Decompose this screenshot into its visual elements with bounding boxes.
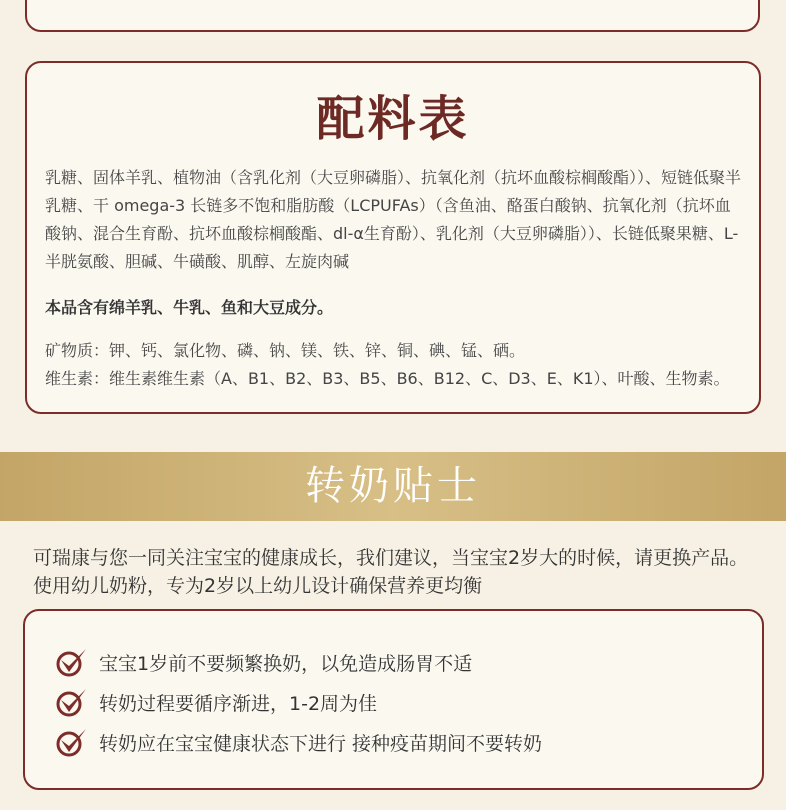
- ingredients-title: 配料表: [316, 91, 470, 147]
- ingredients-card: [25, 61, 761, 414]
- tip-item: [55, 725, 542, 759]
- tip-text: 宝宝1岁前不要频繁换奶，以免造成肠胃不适: [99, 652, 473, 675]
- previous-section-card: [25, 0, 760, 32]
- tip-item: [55, 685, 377, 719]
- minerals-line: 矿物质：钾、钙、氯化物、磷、钠、镁、铁、锌、铜、碘、锰、硒。: [45, 341, 526, 360]
- tips-card: [23, 609, 764, 790]
- tips-banner: [0, 452, 786, 521]
- vitamins-line: 维生素：维生素维生素（A、B1、B2、B3、B5、B6、B12、C、D3、E、K1）、叶酸、生物素。: [45, 369, 730, 388]
- tips-banner-title: 转奶贴士: [305, 463, 481, 509]
- tips-intro: 可瑞康与您一同关注宝宝的健康成长，我们建议，当宝宝2岁大的时候，请更换产品。使用幼儿奶粉，专为2岁以上幼儿设计确保营养更均衡: [33, 547, 749, 597]
- check-mark-icon: [55, 686, 89, 718]
- allergen-notice: 本品含有绵羊乳、牛乳、鱼和大豆成分。: [45, 298, 334, 317]
- check-mark-icon: [55, 726, 89, 758]
- tip-item: [55, 645, 472, 679]
- tip-text: 转奶过程要循序渐进，1-2周为佳: [99, 692, 378, 715]
- ingredients-list: 乳糖、固体羊乳、植物油（含乳化剂（大豆卵磷脂）、抗氧化剂（抗坏血酸棕榈酸酯））、短链低聚半乳糖、干 omega-3 长链多不饱和脂肪酸（LCPUFAs）（含鱼油、酪蛋白酸钠、抗氧化剂（抗坏血酸钠、混合生育酚、抗坏血酸棕榈酸酯、dl-α生育酚）、乳化剂（大豆卵磷脂））、长链低聚果糖、L- 半胱氨酸、胆碱、牛磺酸、肌醇、左旋肉碱: [45, 168, 742, 271]
- check-mark-icon: [55, 646, 89, 678]
- tip-text: 转奶应在宝宝健康状态下进行 接种疫苗期间不要转奶: [99, 732, 543, 755]
